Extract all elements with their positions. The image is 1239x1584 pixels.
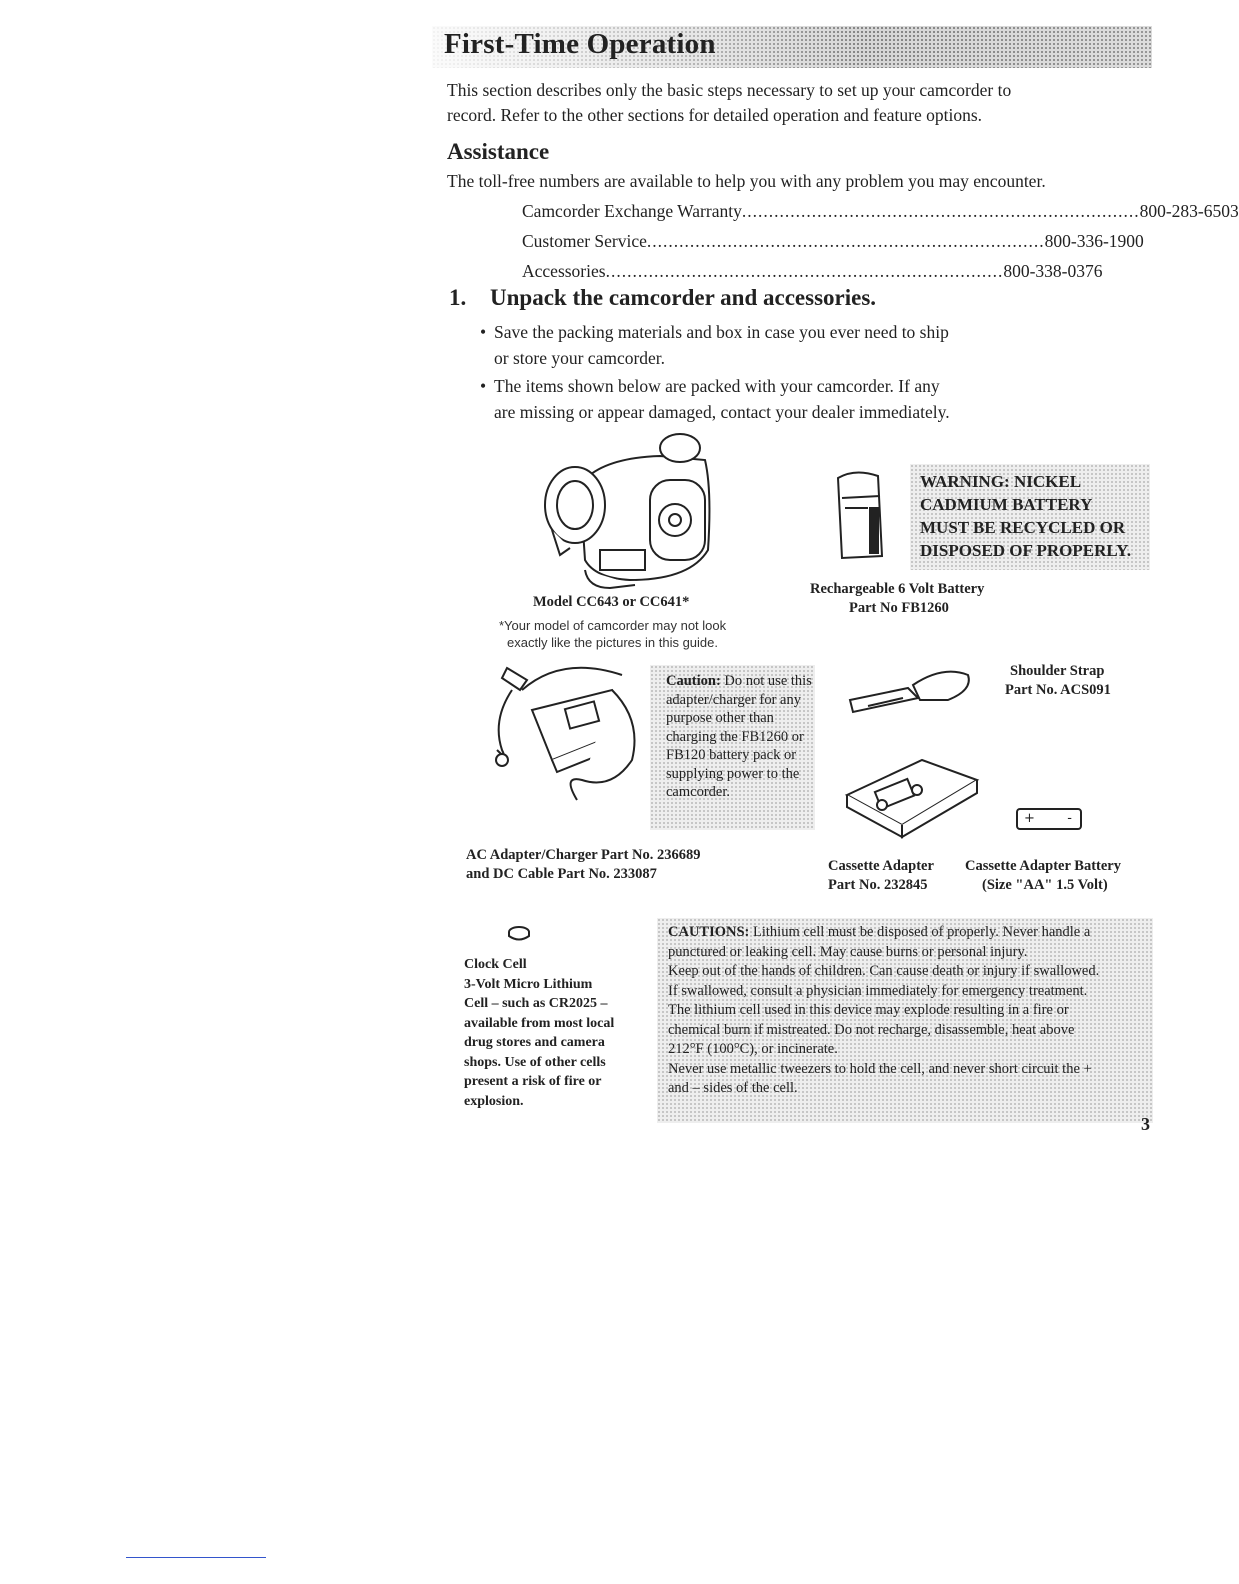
step-number: 1. <box>449 285 467 310</box>
clock-cell-line: shops. Use of other cells <box>464 1054 606 1070</box>
clock-cell-text <box>464 955 644 1111</box>
bullet-line: or store your camcorder. <box>494 348 666 368</box>
phone-number: 800-283-6503 <box>1139 201 1239 221</box>
battery-minus-sign: - <box>1067 811 1072 826</box>
phone-row-customer-service <box>522 231 1144 252</box>
camcorder-note: *Your model of camcorder may not look <box>499 618 727 633</box>
warning-line: CADMIUM BATTERY <box>920 495 1093 514</box>
bullet-line: are missing or appear damaged, contact your dealer immediately. <box>494 402 950 422</box>
clock-cell-line: drug stores and camera <box>464 1035 605 1050</box>
cautions-line: Lithium cell must be disposed of properly. Never handle a <box>753 924 1091 940</box>
battery-part-number: Part No FB1260 <box>849 600 949 616</box>
phone-label: Accessories <box>522 261 606 281</box>
bullet-dot-icon: • <box>480 376 487 396</box>
warning-line: WARNING: NICKEL <box>920 472 1082 491</box>
clock-cell-line: 3-Volt Micro Lithium <box>464 976 593 992</box>
adapter-caption: AC Adapter/Charger Part No. 236689 <box>466 847 701 863</box>
camcorder-note: exactly like the pictures in this guide. <box>507 635 718 650</box>
footer-rule <box>126 1557 266 1558</box>
cautions-line: punctured or leaking cell. May cause burns or personal injury. <box>668 943 1028 960</box>
caution-body: Do not use this adapter/charger for any purpose other than charging the FB1260 or FB120 battery pack or supplying power to the camcorder. <box>666 673 812 800</box>
cautions-line: If swallowed, consult a physician immediately for emergency treatment. <box>668 982 1088 999</box>
bullet-item <box>480 319 1040 371</box>
phone-row-accessories <box>522 261 1103 282</box>
leader-dots: .......................................................................... <box>646 231 1045 251</box>
phone-number: 800-338-0376 <box>1003 261 1103 281</box>
assistance-text: The toll-free numbers are available to help you with any problem you may encounter. <box>447 171 1046 191</box>
cautions-line: chemical burn if mistreated. Do not recharge, disassemble, heat above <box>668 1021 1075 1038</box>
strap-caption: Shoulder Strap <box>1010 663 1105 679</box>
aa-battery-icon <box>1016 808 1082 830</box>
cautions-line: The lithium cell used in this device may explode resulting in a fire or <box>668 1002 1069 1018</box>
bullet-line: The items shown below are packed with your camcorder. If any <box>494 376 940 396</box>
battery-plus-sign: + <box>1024 811 1035 826</box>
cassette-adapter-part-number: Part No. 232845 <box>828 877 928 893</box>
clock-cell-line: Clock Cell <box>464 957 527 972</box>
strap-part-number: Part No. ACS091 <box>1005 682 1111 698</box>
cassette-adapter-caption: Cassette Adapter <box>828 858 934 874</box>
phone-row-warranty <box>522 201 1239 222</box>
battery-warning-text <box>920 470 1160 562</box>
lithium-cautions-text <box>668 923 1154 1099</box>
camcorder-illustration <box>540 430 715 590</box>
bullet-line: Save the packing materials and box in case you ever need to ship <box>494 322 949 342</box>
dc-cable-caption: and DC Cable Part No. 233087 <box>466 866 657 882</box>
cautions-line: Keep out of the hands of children. Can cause death or injury if swallowed. <box>668 963 1100 979</box>
clock-cell-line: explosion. <box>464 1093 524 1109</box>
bullet-dot-icon: • <box>480 322 487 342</box>
cautions-line: and – sides of the cell. <box>668 1080 798 1096</box>
phone-label: Camcorder Exchange Warranty <box>522 201 742 221</box>
cassette-battery-caption: Cassette Adapter Battery <box>965 858 1121 874</box>
assistance-heading: Assistance <box>447 139 550 164</box>
ac-adapter-illustration <box>482 660 652 810</box>
shoulder-strap-illustration <box>848 660 978 720</box>
battery-pack-illustration <box>830 468 890 563</box>
cassette-battery-size: (Size "AA" 1.5 Volt) <box>982 877 1108 893</box>
page-title: First-Time Operation <box>444 28 716 60</box>
clock-cell-icon <box>507 925 531 943</box>
camcorder-caption: Model CC643 or CC641* <box>533 594 690 610</box>
page-number: 3 <box>1141 1114 1150 1134</box>
leader-dots: .......................................................................... <box>741 201 1140 221</box>
intro-line: This section describes only the basic steps necessary to set up your camcorder to <box>447 80 1012 100</box>
step-title: Unpack the camcorder and accessories. <box>490 285 877 310</box>
warning-line: MUST BE RECYCLED OR <box>920 518 1126 537</box>
cassette-adapter-illustration <box>842 745 982 835</box>
caution-label: Caution: <box>666 673 721 689</box>
phone-number: 800-336-1900 <box>1044 231 1144 251</box>
clock-cell-line: Cell – such as CR2025 – <box>464 996 608 1011</box>
intro-paragraph <box>447 78 1127 128</box>
cautions-label: CAUTIONS: <box>668 924 750 940</box>
adapter-caution-text <box>666 672 816 802</box>
cautions-line: Never use metallic tweezers to hold the cell, and never short circuit the + <box>668 1060 1092 1077</box>
battery-caption: Rechargeable 6 Volt Battery <box>810 581 985 597</box>
phone-label: Customer Service <box>522 231 647 251</box>
clock-cell-line: available from most local <box>464 1015 615 1031</box>
clock-cell-line: present a risk of fire or <box>464 1074 602 1089</box>
leader-dots: .......................................................................... <box>605 261 1004 281</box>
intro-line: record. Refer to the other sections for detailed operation and feature options. <box>447 105 983 125</box>
warning-line: DISPOSED OF PROPERLY. <box>920 541 1132 560</box>
bullet-item <box>480 373 1040 425</box>
cautions-line: 212°F (100°C), or incinerate. <box>668 1041 838 1057</box>
